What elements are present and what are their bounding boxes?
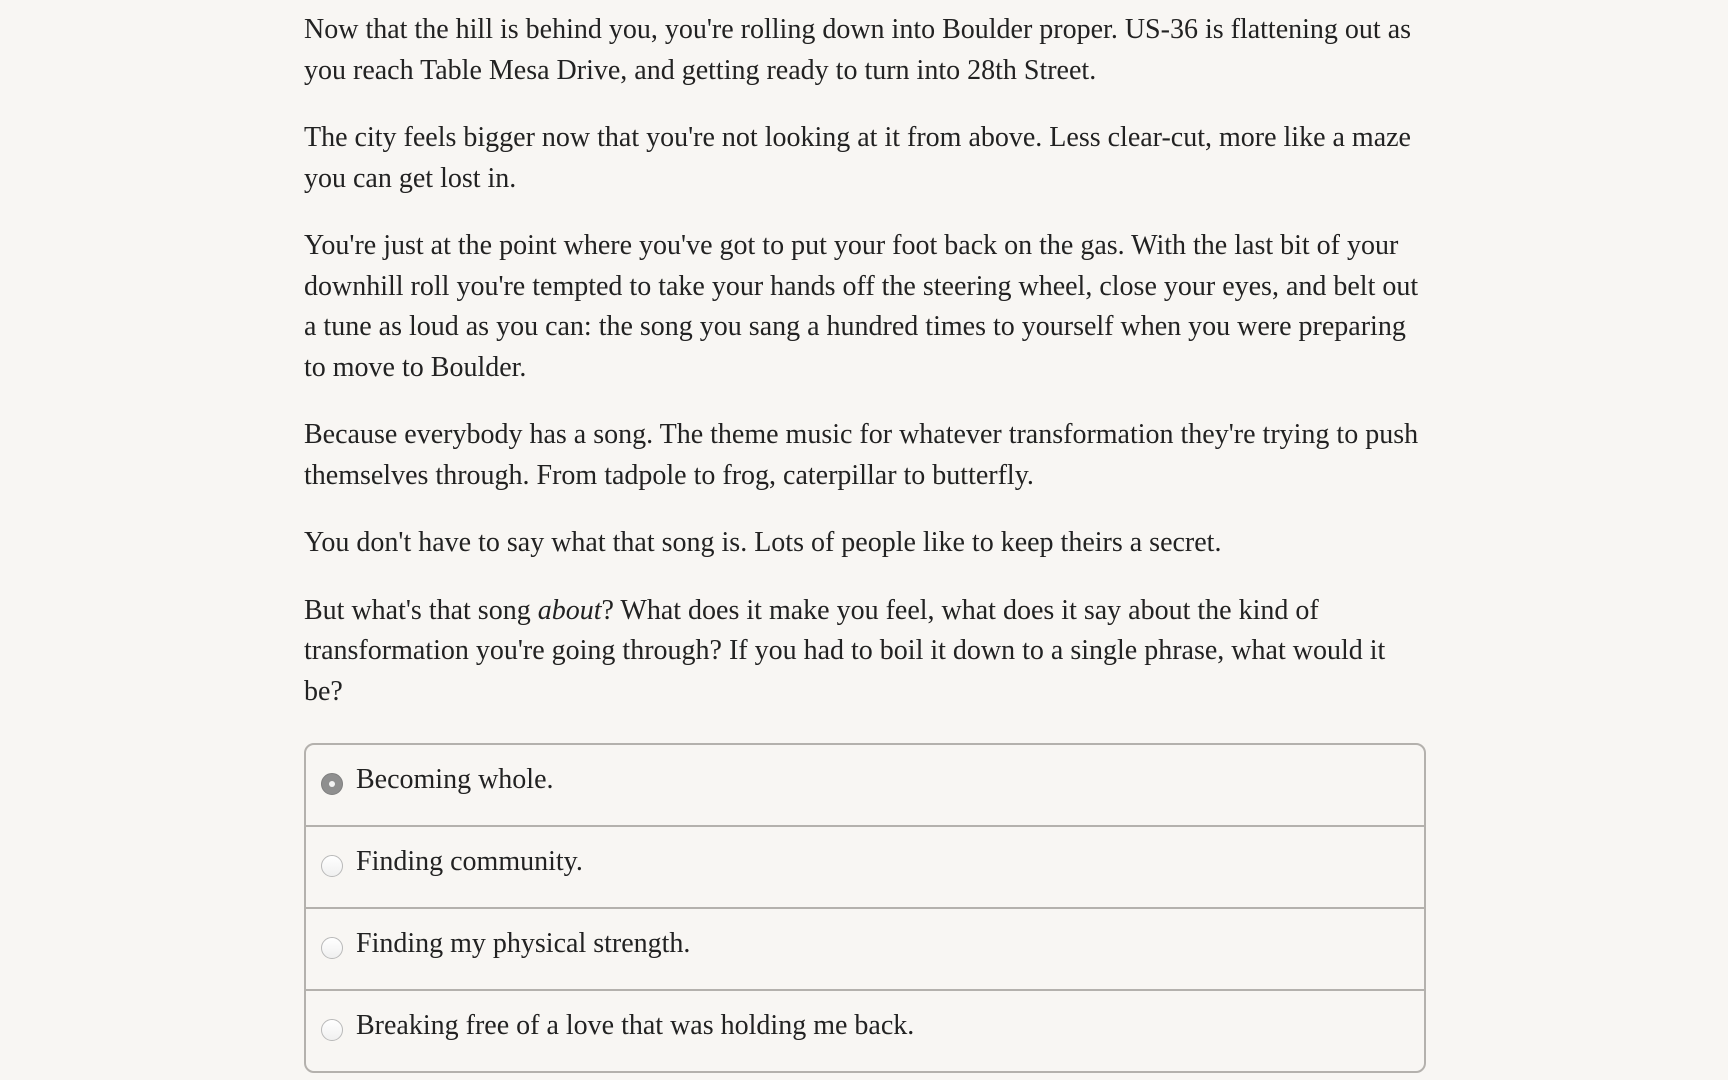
story-paragraph: You don't have to say what that song is. Lots of people like to keep theirs a secret. xyxy=(304,527,1222,558)
choice-option[interactable] xyxy=(306,827,1424,909)
story-paragraph: You're just at the point where you've got to put your foot back on the gas. With the last bit of your downhill roll you're tempted to take your hands off the steering wheel, close your eyes, and belt out a tune as loud as you can: the song you sang a hundred times to yourself when you were preparing to move to Boulder. xyxy=(304,230,1419,383)
radio-button-icon[interactable] xyxy=(321,1019,343,1041)
story-question xyxy=(304,591,1424,713)
question-text-start: But what's that song xyxy=(304,594,538,626)
choice-label: Finding my physical strength. xyxy=(356,928,691,959)
choice-label: Becoming whole. xyxy=(356,764,554,795)
story-paragraph: Because everybody has a song. The theme music for whatever transformation they're trying to push themselves through. From tadpole to frog, caterpillar to butterfly. xyxy=(304,419,1419,491)
choice-option[interactable] xyxy=(306,909,1424,991)
question-emphasis: about xyxy=(537,594,602,626)
radio-button-icon[interactable] xyxy=(321,855,343,877)
question-text-end: ? What does it make you feel, what does it say about the kind of transformation you're going through? If you had to boil it down to a single phrase, what would it be? xyxy=(304,594,1386,707)
choice-list xyxy=(304,743,1426,1073)
story-paragraph: Now that the hill is behind you, you're rolling down into Boulder proper. US-36 is flattening out as you reach Table Mesa Drive, and getting ready to turn into 28th Street. xyxy=(304,14,1412,86)
radio-button-icon[interactable] xyxy=(321,773,343,795)
radio-button-icon[interactable] xyxy=(321,937,343,959)
story-text xyxy=(304,10,1424,739)
choice-label: Finding community. xyxy=(356,846,583,877)
choice-option[interactable] xyxy=(306,991,1424,1071)
choice-option[interactable] xyxy=(306,745,1424,827)
choice-label: Breaking free of a love that was holding me back. xyxy=(356,1010,915,1041)
story-paragraph: The city feels bigger now that you're not looking at it from above. Less clear-cut, more like a maze you can get lost in. xyxy=(304,122,1411,194)
